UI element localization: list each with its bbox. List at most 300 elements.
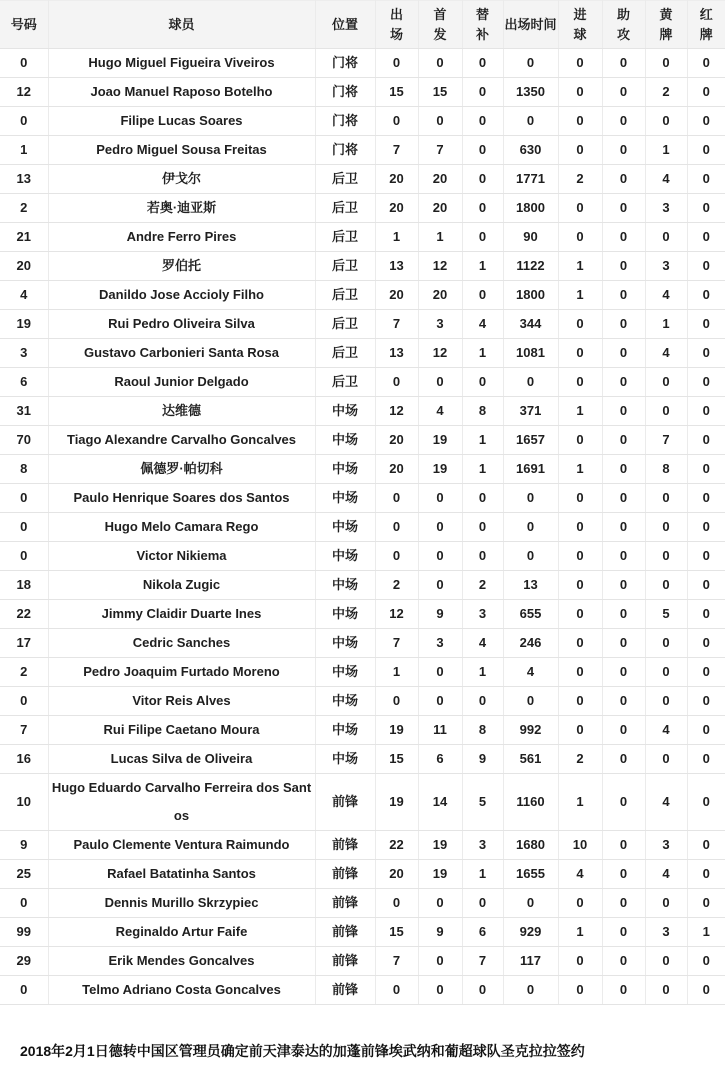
cell-goals: 0 [558,426,602,455]
cell-number: 0 [0,513,48,542]
cell-yellow-cards: 2 [645,78,687,107]
cell-position: 中场 [315,571,375,600]
cell-number: 20 [0,252,48,281]
cell-appearances: 20 [375,426,418,455]
player-row [0,658,725,687]
cell-number: 7 [0,716,48,745]
cell-sub-appearances: 3 [462,831,503,860]
cell-position: 中场 [315,484,375,513]
cell-number: 19 [0,310,48,339]
cell-assists: 0 [602,252,645,281]
cell-starts: 19 [418,860,462,889]
cell-number: 17 [0,629,48,658]
cell-player: Danildo Jose Accioly Filho [48,281,315,310]
cell-player: Reginaldo Artur Faife [48,918,315,947]
cell-player: 若奥·迪亚斯 [48,194,315,223]
cell-yellow-cards: 0 [645,223,687,252]
column-header-label: 助攻 [616,6,630,42]
player-row [0,860,725,889]
cell-number: 18 [0,571,48,600]
cell-red-cards: 0 [687,397,725,426]
column-header-goals [558,1,602,49]
cell-goals: 0 [558,513,602,542]
column-header-minutes [503,1,558,49]
column-header-player [48,1,315,49]
cell-red-cards: 0 [687,368,725,397]
cell-goals: 1 [558,252,602,281]
cell-starts: 3 [418,310,462,339]
cell-number: 0 [0,484,48,513]
cell-yellow-cards: 0 [645,484,687,513]
cell-player: Raoul Junior Delgado [48,368,315,397]
cell-player: Cedric Sanches [48,629,315,658]
cell-position: 中场 [315,716,375,745]
cell-number: 0 [0,889,48,918]
cell-goals: 1 [558,281,602,310]
cell-position: 前锋 [315,831,375,860]
cell-sub-appearances: 0 [462,49,503,78]
cell-assists: 0 [602,889,645,918]
cell-minutes: 1122 [503,252,558,281]
cell-position: 后卫 [315,368,375,397]
cell-yellow-cards: 0 [645,947,687,976]
player-row [0,165,725,194]
cell-sub-appearances: 3 [462,600,503,629]
cell-player: Dennis Murillo Skrzypiec [48,889,315,918]
cell-position: 前锋 [315,774,375,831]
cell-goals: 0 [558,687,602,716]
cell-sub-appearances: 0 [462,542,503,571]
cell-yellow-cards: 3 [645,252,687,281]
cell-number: 9 [0,831,48,860]
cell-appearances: 0 [375,542,418,571]
cell-appearances: 20 [375,455,418,484]
cell-position: 中场 [315,745,375,774]
cell-yellow-cards: 0 [645,368,687,397]
cell-goals: 0 [558,78,602,107]
cell-player: Jimmy Claidir Duarte Ines [48,600,315,629]
cell-number: 2 [0,658,48,687]
cell-starts: 14 [418,774,462,831]
cell-appearances: 19 [375,774,418,831]
cell-assists: 0 [602,976,645,1005]
cell-minutes: 371 [503,397,558,426]
cell-red-cards: 1 [687,918,725,947]
cell-position: 前锋 [315,918,375,947]
cell-starts: 0 [418,976,462,1005]
cell-sub-appearances: 0 [462,136,503,165]
cell-appearances: 20 [375,281,418,310]
cell-starts: 12 [418,252,462,281]
cell-player: 达维德 [48,397,315,426]
cell-yellow-cards: 4 [645,165,687,194]
player-row [0,831,725,860]
cell-assists: 0 [602,107,645,136]
cell-appearances: 0 [375,49,418,78]
cell-minutes: 630 [503,136,558,165]
cell-red-cards: 0 [687,976,725,1005]
cell-player: Tiago Alexandre Carvalho Goncalves [48,426,315,455]
cell-goals: 0 [558,600,602,629]
cell-red-cards: 0 [687,310,725,339]
cell-minutes: 0 [503,484,558,513]
cell-starts: 7 [418,136,462,165]
cell-assists: 0 [602,368,645,397]
cell-player: Rui Filipe Caetano Moura [48,716,315,745]
cell-minutes: 1655 [503,860,558,889]
cell-red-cards: 0 [687,484,725,513]
cell-red-cards: 0 [687,571,725,600]
cell-assists: 0 [602,860,645,889]
cell-minutes: 0 [503,976,558,1005]
cell-yellow-cards: 0 [645,629,687,658]
cell-starts: 3 [418,629,462,658]
cell-player: Hugo Melo Camara Rego [48,513,315,542]
cell-player: Gustavo Carbonieri Santa Rosa [48,339,315,368]
cell-red-cards: 0 [687,658,725,687]
cell-sub-appearances: 0 [462,687,503,716]
cell-number: 0 [0,49,48,78]
cell-goals: 1 [558,397,602,426]
cell-appearances: 20 [375,165,418,194]
cell-starts: 0 [418,947,462,976]
cell-sub-appearances: 1 [462,658,503,687]
cell-red-cards: 0 [687,49,725,78]
cell-starts: 1 [418,223,462,252]
cell-sub-appearances: 1 [462,252,503,281]
column-header-label: 球员 [168,16,195,32]
cell-player: Pedro Joaquim Furtado Moreno [48,658,315,687]
cell-assists: 0 [602,542,645,571]
cell-appearances: 1 [375,223,418,252]
cell-assists: 0 [602,947,645,976]
cell-assists: 0 [602,658,645,687]
cell-number: 99 [0,918,48,947]
cell-appearances: 0 [375,107,418,136]
cell-position: 中场 [315,397,375,426]
cell-starts: 20 [418,165,462,194]
cell-yellow-cards: 4 [645,339,687,368]
player-row [0,629,725,658]
cell-position: 后卫 [315,165,375,194]
cell-assists: 0 [602,831,645,860]
cell-number: 0 [0,107,48,136]
cell-appearances: 0 [375,976,418,1005]
cell-position: 后卫 [315,194,375,223]
cell-sub-appearances: 0 [462,194,503,223]
player-row [0,918,725,947]
cell-minutes: 655 [503,600,558,629]
cell-assists: 0 [602,339,645,368]
player-row [0,397,725,426]
cell-goals: 0 [558,49,602,78]
cell-number: 8 [0,455,48,484]
cell-player: Hugo Eduardo Carvalho Ferreira dos Santos [48,774,315,831]
cell-yellow-cards: 0 [645,397,687,426]
table-header [0,1,725,49]
cell-red-cards: 0 [687,687,725,716]
cell-red-cards: 0 [687,947,725,976]
cell-minutes: 992 [503,716,558,745]
cell-sub-appearances: 4 [462,629,503,658]
player-row [0,368,725,397]
cell-position: 中场 [315,629,375,658]
player-row [0,513,725,542]
player-row [0,976,725,1005]
column-header-starts [418,1,462,49]
cell-position: 中场 [315,513,375,542]
cell-minutes: 561 [503,745,558,774]
cell-sub-appearances: 1 [462,860,503,889]
cell-position: 门将 [315,136,375,165]
cell-number: 22 [0,600,48,629]
cell-yellow-cards: 0 [645,107,687,136]
cell-assists: 0 [602,397,645,426]
cell-yellow-cards: 4 [645,281,687,310]
cell-sub-appearances: 8 [462,716,503,745]
cell-appearances: 7 [375,629,418,658]
cell-position: 后卫 [315,252,375,281]
cell-assists: 0 [602,223,645,252]
cell-position: 中场 [315,542,375,571]
cell-yellow-cards: 0 [645,889,687,918]
cell-red-cards: 0 [687,107,725,136]
cell-yellow-cards: 4 [645,774,687,831]
column-header-label: 红牌 [699,6,713,42]
cell-number: 16 [0,745,48,774]
cell-yellow-cards: 0 [645,687,687,716]
cell-red-cards: 0 [687,542,725,571]
cell-goals: 0 [558,194,602,223]
cell-goals: 0 [558,542,602,571]
cell-position: 中场 [315,455,375,484]
player-row [0,947,725,976]
cell-position: 门将 [315,107,375,136]
cell-appearances: 12 [375,600,418,629]
cell-starts: 0 [418,49,462,78]
cell-position: 门将 [315,78,375,107]
cell-player: 佩德罗·帕切科 [48,455,315,484]
header-row [0,1,725,49]
cell-player: Pedro Miguel Sousa Freitas [48,136,315,165]
cell-yellow-cards: 3 [645,831,687,860]
cell-goals: 0 [558,889,602,918]
cell-assists: 0 [602,49,645,78]
player-row [0,252,725,281]
player-row [0,455,725,484]
player-row [0,78,725,107]
cell-goals: 0 [558,571,602,600]
cell-player: Andre Ferro Pires [48,223,315,252]
cell-sub-appearances: 0 [462,165,503,194]
cell-assists: 0 [602,571,645,600]
cell-position: 中场 [315,426,375,455]
cell-appearances: 20 [375,860,418,889]
player-row [0,107,725,136]
cell-starts: 0 [418,107,462,136]
column-header-label: 出场 [389,6,403,42]
cell-sub-appearances: 1 [462,455,503,484]
cell-assists: 0 [602,310,645,339]
cell-sub-appearances: 0 [462,368,503,397]
cell-minutes: 1691 [503,455,558,484]
cell-sub-appearances: 5 [462,774,503,831]
cell-yellow-cards: 5 [645,600,687,629]
cell-yellow-cards: 0 [645,542,687,571]
cell-minutes: 13 [503,571,558,600]
column-header-label: 位置 [331,16,358,32]
cell-player: Paulo Henrique Soares dos Santos [48,484,315,513]
cell-minutes: 4 [503,658,558,687]
cell-player: Erik Mendes Goncalves [48,947,315,976]
cell-position: 后卫 [315,223,375,252]
cell-goals: 4 [558,860,602,889]
cell-number: 21 [0,223,48,252]
cell-yellow-cards: 1 [645,136,687,165]
cell-sub-appearances: 0 [462,78,503,107]
cell-position: 后卫 [315,310,375,339]
cell-red-cards: 0 [687,78,725,107]
cell-number: 13 [0,165,48,194]
cell-minutes: 0 [503,889,558,918]
cell-sub-appearances: 0 [462,513,503,542]
cell-assists: 0 [602,513,645,542]
cell-minutes: 0 [503,542,558,571]
cell-minutes: 0 [503,107,558,136]
player-row [0,687,725,716]
cell-appearances: 22 [375,831,418,860]
cell-starts: 9 [418,600,462,629]
cell-assists: 0 [602,629,645,658]
column-header-sub-appearances [462,1,503,49]
cell-player: Lucas Silva de Oliveira [48,745,315,774]
cell-red-cards: 0 [687,745,725,774]
cell-red-cards: 0 [687,281,725,310]
player-row [0,194,725,223]
cell-assists: 0 [602,281,645,310]
player-row [0,281,725,310]
cell-minutes: 0 [503,687,558,716]
cell-sub-appearances: 4 [462,310,503,339]
cell-appearances: 7 [375,136,418,165]
cell-red-cards: 0 [687,600,725,629]
player-row [0,49,725,78]
cell-sub-appearances: 0 [462,889,503,918]
cell-number: 29 [0,947,48,976]
cell-starts: 4 [418,397,462,426]
cell-red-cards: 0 [687,339,725,368]
cell-position: 前锋 [315,976,375,1005]
cell-starts: 0 [418,484,462,513]
cell-sub-appearances: 8 [462,397,503,426]
cell-sub-appearances: 1 [462,339,503,368]
cell-starts: 19 [418,426,462,455]
cell-number: 6 [0,368,48,397]
cell-goals: 0 [558,368,602,397]
cell-appearances: 0 [375,484,418,513]
cell-appearances: 13 [375,252,418,281]
cell-position: 前锋 [315,889,375,918]
cell-position: 门将 [315,49,375,78]
cell-appearances: 7 [375,947,418,976]
cell-goals: 0 [558,136,602,165]
player-row [0,310,725,339]
cell-number: 2 [0,194,48,223]
column-header-label: 出场时间 [504,16,557,32]
player-table-body [0,49,725,1005]
cell-starts: 0 [418,889,462,918]
cell-minutes: 929 [503,918,558,947]
player-row [0,542,725,571]
cell-player: 罗伯托 [48,252,315,281]
cell-minutes: 1657 [503,426,558,455]
cell-starts: 0 [418,513,462,542]
cell-starts: 11 [418,716,462,745]
cell-player: Paulo Clemente Ventura Raimundo [48,831,315,860]
cell-player: Rui Pedro Oliveira Silva [48,310,315,339]
cell-sub-appearances: 0 [462,107,503,136]
cell-starts: 0 [418,368,462,397]
cell-position: 前锋 [315,860,375,889]
cell-position: 后卫 [315,281,375,310]
cell-red-cards: 0 [687,774,725,831]
cell-red-cards: 0 [687,455,725,484]
cell-assists: 0 [602,687,645,716]
cell-starts: 19 [418,455,462,484]
cell-red-cards: 0 [687,223,725,252]
cell-red-cards: 0 [687,426,725,455]
column-header-yellow-cards [645,1,687,49]
cell-appearances: 1 [375,658,418,687]
cell-yellow-cards: 0 [645,513,687,542]
cell-number: 3 [0,339,48,368]
cell-assists: 0 [602,455,645,484]
cell-starts: 0 [418,571,462,600]
column-header-label: 替补 [475,6,489,42]
cell-sub-appearances: 0 [462,223,503,252]
cell-appearances: 2 [375,571,418,600]
cell-assists: 0 [602,745,645,774]
cell-minutes: 1680 [503,831,558,860]
cell-red-cards: 0 [687,629,725,658]
cell-yellow-cards: 0 [645,571,687,600]
cell-appearances: 0 [375,368,418,397]
cell-appearances: 15 [375,78,418,107]
cell-assists: 0 [602,194,645,223]
cell-sub-appearances: 0 [462,976,503,1005]
player-row [0,716,725,745]
cell-number: 0 [0,542,48,571]
cell-starts: 9 [418,918,462,947]
player-row [0,745,725,774]
cell-goals: 0 [558,716,602,745]
cell-yellow-cards: 4 [645,860,687,889]
cell-number: 25 [0,860,48,889]
cell-starts: 20 [418,281,462,310]
cell-minutes: 246 [503,629,558,658]
cell-sub-appearances: 2 [462,571,503,600]
cell-goals: 10 [558,831,602,860]
cell-goals: 0 [558,658,602,687]
cell-minutes: 1350 [503,78,558,107]
cell-starts: 0 [418,542,462,571]
column-header-red-cards [687,1,725,49]
cell-minutes: 1160 [503,774,558,831]
cell-sub-appearances: 9 [462,745,503,774]
cell-player: Joao Manuel Raposo Botelho [48,78,315,107]
player-row [0,136,725,165]
cell-appearances: 15 [375,745,418,774]
